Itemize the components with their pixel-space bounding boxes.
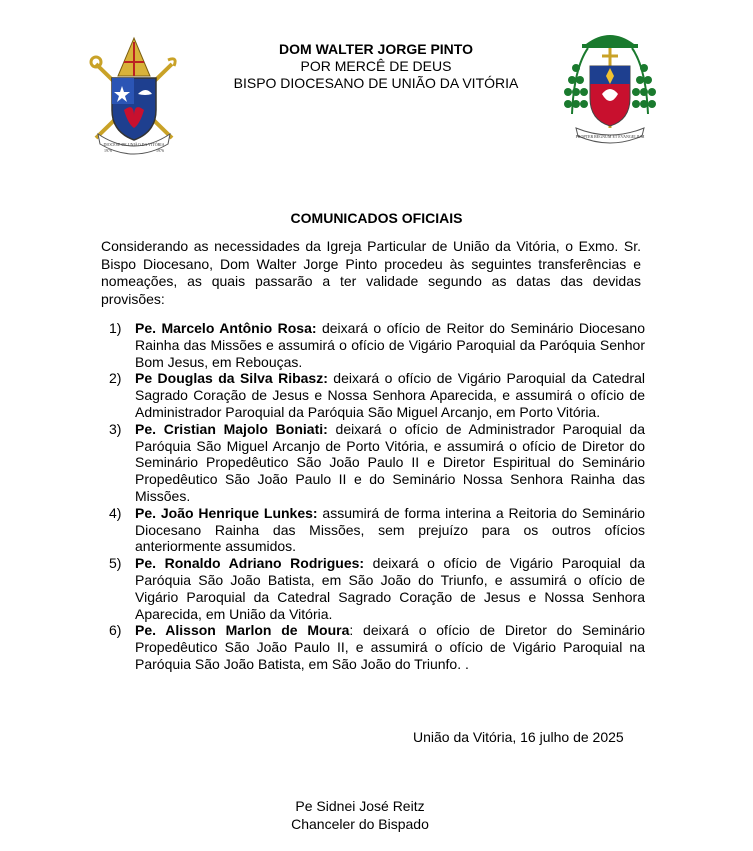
bishop-name: DOM WALTER JORGE PINTO [279,41,473,57]
list-item: 5) Pe. Ronaldo Adriano Rodrigues: deixará o ofício de Vigário Paroquial da Paróquia São João Batista, em São João do Triunfo, e assumirá o ofício de Vigário Paroquial da Catedral Sagrado Coração de Jesus e Nossa Senhora Aparecida, em União da Vitória. [109,555,646,622]
list-item: 6) Pe. Alisson Marlon de Moura: deixará o ofício de Diretor do Seminário Propedêutico São João Paulo II, e assumirá o ofício de Vigário Paroquial na Paróquia São João Batista, em São João do Triunfo. . [109,622,645,672]
signatory-role: Chanceler do Bispado [291,816,429,832]
header-line-3: BISPO DIOCESANO DE UNIÃO DA VITÓRIA [233,75,519,91]
priest-name: Pe. Ronaldo Adriano Rodrigues: [135,555,365,572]
ribbon-text: DIOCESE DE UNIÃO DA VITÓRIA [103,142,165,147]
motto-text: PROPTER REGNUM ET EVANGELIUM [575,134,645,139]
intro-paragraph: Considerando as necessidades da Igreja Particular de União da Vitória, o Exmo. Sr. Bispo Diocesano, Dom Walter Jorge Pinto procedeu às seguintes transferências e nomeações, as quais passarão a ter validade segundo as datas das devidas provisões: [101,238,641,307]
header-line-2: POR MERCÊ DE DEUS [300,58,452,74]
priest-name: Pe. João Henrique Lunkes: [135,504,318,521]
priest-name: Pe. Cristian Majolo Boniati: [135,420,328,437]
priest-name: Pe. Alisson Marlon de Moura [135,622,350,639]
signatory-name: Pe Sidnei José Reitz [295,798,425,814]
letterhead [200,41,552,92]
svg-text:1976: 1976 [156,148,164,153]
priest-name: Pe. Marcelo Antônio Rosa: [135,320,317,336]
list-item: 1) Pe. Marcelo Antônio Rosa: deixará o ofício de Reitor do Seminário Diocesano Rainha das Missões e assumirá o ofício de Vigário Paroquial da Paróquia Senhor Bom Jesus, em Rebouças. [109,320,645,370]
document-title: COMUNICADOS OFICIAIS [290,210,463,226]
list-item: 4) Pe. João Henrique Lunkes: assumirá de forma interina a Reitoria do Seminário Diocesano Rainha das Missões, sem prejuízo para os outros ofícios anteriormente assumidos. [109,504,646,555]
diocese-coat-of-arms-icon [88,34,180,158]
list-item: 3) Pe. Cristian Majolo Boniati: deixará o ofício de Administrador Paroquial da Paróquia São Miguel Arcanjo de Porto Vitória, e assumirá o ofício de Diretor do Seminário Propedêutico São João Paulo II e Diretor Espiritual do Seminário Propedêutico São João Paulo II e do Seminário Nossa Senhora Rainha das Missões. [109,420,646,504]
bishop-coat-of-arms-icon [562,28,658,150]
appointments-list [109,320,645,673]
priest-name: Pe Douglas da Silva Ribasz: [135,370,328,387]
list-item: 2) Pe Douglas da Silva Ribasz: deixará o ofício de Vigário Paroquial da Catedral Sagrado Coração de Jesus e Nossa Senhora Aparecida, e assumirá o ofício de Administrador Paroquial da Paróquia São Miguel Arcanjo, em Porto Vitória. [109,370,645,420]
svg-text:1976: 1976 [104,148,112,153]
date-line: União da Vitória, 16 julho de 2025 [413,729,624,745]
